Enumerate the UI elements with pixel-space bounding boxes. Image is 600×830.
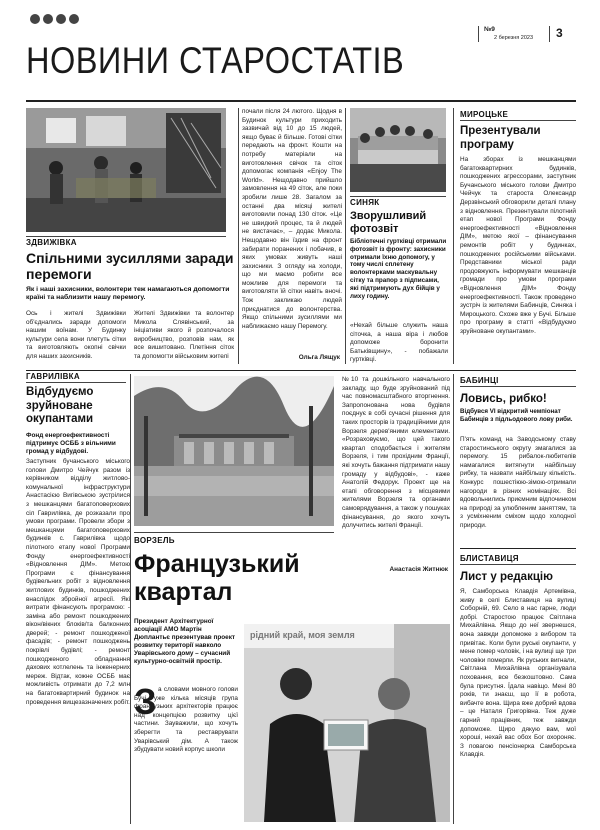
rubric-vorzel: ВОРЗЕЛЬ — [134, 536, 175, 545]
headline-blystavytsia: Лист у редакцію — [460, 571, 553, 583]
social-icons — [30, 14, 79, 24]
youtube-icon[interactable] — [56, 14, 66, 24]
headline-vorzel: Французький квартал — [134, 550, 300, 606]
text-myrotske: На зборах із мешканцями багатоквартирних будинків, пошкоджених агрессорами, заступник Бучанського міського голови Дмитро Чейчук та староста Олександр Дерзвінський обговорили деталі плану з відновлення. Презентували пілотний етап нової Програми Фонду енергоефективності «Відновлення ДІМ», метою якої – фінансування ремонтів робіт у будинках, пошкоджених російськими військами. Представники міської ради продовжують інформувати мешканців громади про умови програми «Відновлення ДІМ» Фонду енергоефективності. Також проведено зустріч із жителями Бабинців, Синяка і Мироцького. Схоже вже у Бучі. Більше про програму в статті «Відбудуємо зруйноване окупантами». — [460, 156, 576, 335]
lead-zdvyzhivka: Як і наші захисники, волонтери теж намагаються допомогти країні та наблизити нашу перемогу. — [26, 286, 230, 302]
text-zdvyzhivka-col1: Ось і жителі Здвижівки об'єднались заради допомоги нашим воїнам. У Будинку культури села вони плетуть сітки та виготовляють окопні свічки для наших захисників. — [26, 310, 126, 360]
headline-synyak: Зворушливий фотозвіт — [350, 210, 427, 235]
headline-myrotske: Презентували програму — [460, 125, 541, 151]
soldiers-photo — [350, 108, 446, 192]
lead-synyak: Бібліотечні гуртківці отримали фотозвіт із фронту: захисники отримали їхню допомогу, у тому числі сплетену волонтерками маскувальну сітку та прапор з підписами, які підтримують дух бійців у лиху годину. — [350, 238, 447, 300]
author-zdvyzhivka: Ольга Лящук — [298, 354, 340, 361]
instagram-icon[interactable] — [69, 14, 79, 24]
text-synyak: «Нехай більше служить наша сіточка, а наша віра і любов допоможе боронити Батьківщину», - побажали гуртківці. — [350, 322, 448, 364]
handshake-photo — [244, 624, 450, 822]
text-gavrylivka: Заступник бучанського міського голови Дмитро Чейчук разом із керівником відділу житлово-комунальної інфраструктури Анастасією Вигівською зустрілися з мешканцями багатоповерхових сіл Гаврилівка, де розказали про умови програми. Провели збори з мешканцями багатоповерхових будинків с. Гаврилівка щодо пілотного етапу нової Програми Фонду енергоефективності «Відновлення ДІМ». Метою Програми є фінансування будівельних робіт з відновлення житлових будинків, пошкоджених внаслідок збройної агресії. Які витрати фінансують програмою: - заміна або ремонт пошкоджених вікон/вікних блоків/та балконних дверей; - ремонт пошкодженої фасадів; - ремонт пошкоджень покрівлі будівлі; - ремонт пошкодженого обладнання дахових котлелень та інженерних мереж. Відтак, кожне ОСББ має можливість отримати до 7,2 млн на багатоквартирний будинок на проведення вищезазначених робіт. — [26, 458, 130, 706]
author-vorzel: Анастасія Житнюк — [389, 566, 448, 573]
text-vorzel-col1: а словами мовного голови Бучі, уже кілька місяців група французьких архітекторів працює над концепцією розвитку цієї частини. Зауважили, що хочуть зберегти та реставрувати Уварівський дім. А також збудувати новий корпус школи — [134, 686, 238, 754]
sign-text: рідний край, моя земля — [250, 630, 355, 640]
issue-number: №9 — [484, 26, 495, 33]
page-number: 3 — [556, 26, 563, 40]
facebook-icon[interactable] — [30, 14, 40, 24]
text-zdvyzhivka-col3: почали після 24 лютого. Щодня в Будинок культури приходить зазвичай від 10 до 15 людей, якщо буває й більше. Готові сітки передають на фронт. Кошти на потребу матеріали на виготовлення свічок та сіток допомогає компанія «Enjoy The World». Нещодавно прийшло замовлення на 49 сіток, але поки зробили лише 28. Загалом за останні два місяці жителі виготовили понад 130 сіток. «Це не швидкий процес, та й людей не вистачає», – додає Микола. Нещодавно він їздив на фронт забирати поранених і побачив, в яких умовах живуть наші захисники. З огляду на холоди, що ми маємо робити все можливе для перемоги та виготовляти їй сітки навіть вночі. Тож закликаю людей приєднатися до волонтерства. Якщо спільними зусиллями ми наближаємо нашу Перемогу. — [242, 108, 342, 330]
rubric-synyak: СИНЯК — [350, 198, 380, 207]
lead-gavrylivka: Фонд енергоефективності підтримує ОСББ з вільними громад у відбудові. — [26, 432, 116, 455]
lead-vorzel: Президент Архітектурної асоціації АМО Мартін Дюплантьє презентував проект розвитку території навколо Уварівського дому – сучасний культурно-освітній простір. — [134, 618, 236, 665]
lead-babyntsi: Відбувся VI відкритий чемпіонат Бабинців з підльодового лову риби. — [460, 408, 573, 423]
text-zdvyzhivka-col2: Жителі Здвижівки та волонтер Микола Слявінський, за ініціативи якого й розпочалося виробництво, розповів нам, як все вишитовано. Плетіння сіток та допомогти військовим жителі — [134, 310, 234, 360]
issue-date: 2 березня 2023 — [494, 35, 534, 41]
drop-cap: З — [134, 681, 157, 722]
rubric-blystavytsia: БЛИСТАВИЦЯ — [460, 554, 519, 563]
headline-gavrylivka: Відбудуємо зруйноване окупантами — [26, 386, 94, 425]
rubric-gavrylivka: ГАВРИЛІВКА — [26, 372, 80, 381]
headline-babyntsi: Ловись, рибко! — [460, 393, 547, 405]
text-babyntsi: П'ять команд на Заводському ставу старостинського округу змагалися за перемогу. 15 рибалок-любителів намагалися витягнути найбільшу рибку, та назвати найбільшу кількість. Конкурс пошестіюю-зімою-отримали нагороди в різних номінаціях. Всі вдовольнились приємним відпочинком на природі за улюбленим заняттям, та з усміхненим сміхом щодо холодної природи. — [460, 436, 576, 529]
school-building-photo — [134, 376, 334, 526]
volunteers-photo — [26, 108, 226, 232]
text-vorzel-col2: №10 та дошкільного навчального закладу, що буде зруйнований під час повномасштабного вторгнення. Запропонована нова будівля поєднує в собі сучасні рішення для таких просторів із традиційними для Ворзеля дерев'яними елементами. «Розраховуємо, що цей такого квартал сподобається і жителям Ворзеля, і тим прохідним Франції, які хочуть бажання підтримати нашу громаду у відбудові», - каже Анатолій Федорук. Проект ще на етапі обговорення з місцевими жителями Ворзеля та органами самоврядування, а також у пошуках фінансування, до якого хочуть долучитись жителі Франції. — [342, 376, 450, 530]
rubric-myrotske: МИРОЦЬКЕ — [460, 110, 509, 119]
telegram-icon[interactable] — [43, 14, 53, 24]
page-title: НОВИНИ СТАРОСТАТІВ — [26, 40, 405, 81]
rubric-babyntsi: БАБИНЦІ — [460, 376, 499, 385]
text-blystavytsia: Я, Самборська Клавдія Артемівна, живу в селі Блиставиця на вулиці Соборній, 69. Село в нас гарне, люди добрі. Старостою працює Світлана Михайлівна. Якщо до неї звернешся, вона завжди допоможе з вибором та привітає. Коли були руські окупанти, у мене помер чоловік, і на вулиці ще три чоловіки померли. Як руських вигнали, Світлана Михайлівна організувала поховання, все безкоштовно. Сама була присутня. Їдала навіщо. Мені 80 років, ти знаєш, що її в робота, вибачте вона. Щира вже добрий вдова – це Наталя Григорівна. Теж дуже гарний працівник, теж завжди допоможе. Щиро дякую вам, мої хороші, нехай вас обох Бог охороняє. З повагою пенсіонерка Самборська Клавдія. — [460, 588, 576, 759]
rubric-zdvyzhivka: ЗДВИЖІВКА — [26, 238, 77, 247]
headline-zdvyzhivka: Спільними зусиллями заради перемоги — [26, 250, 234, 282]
